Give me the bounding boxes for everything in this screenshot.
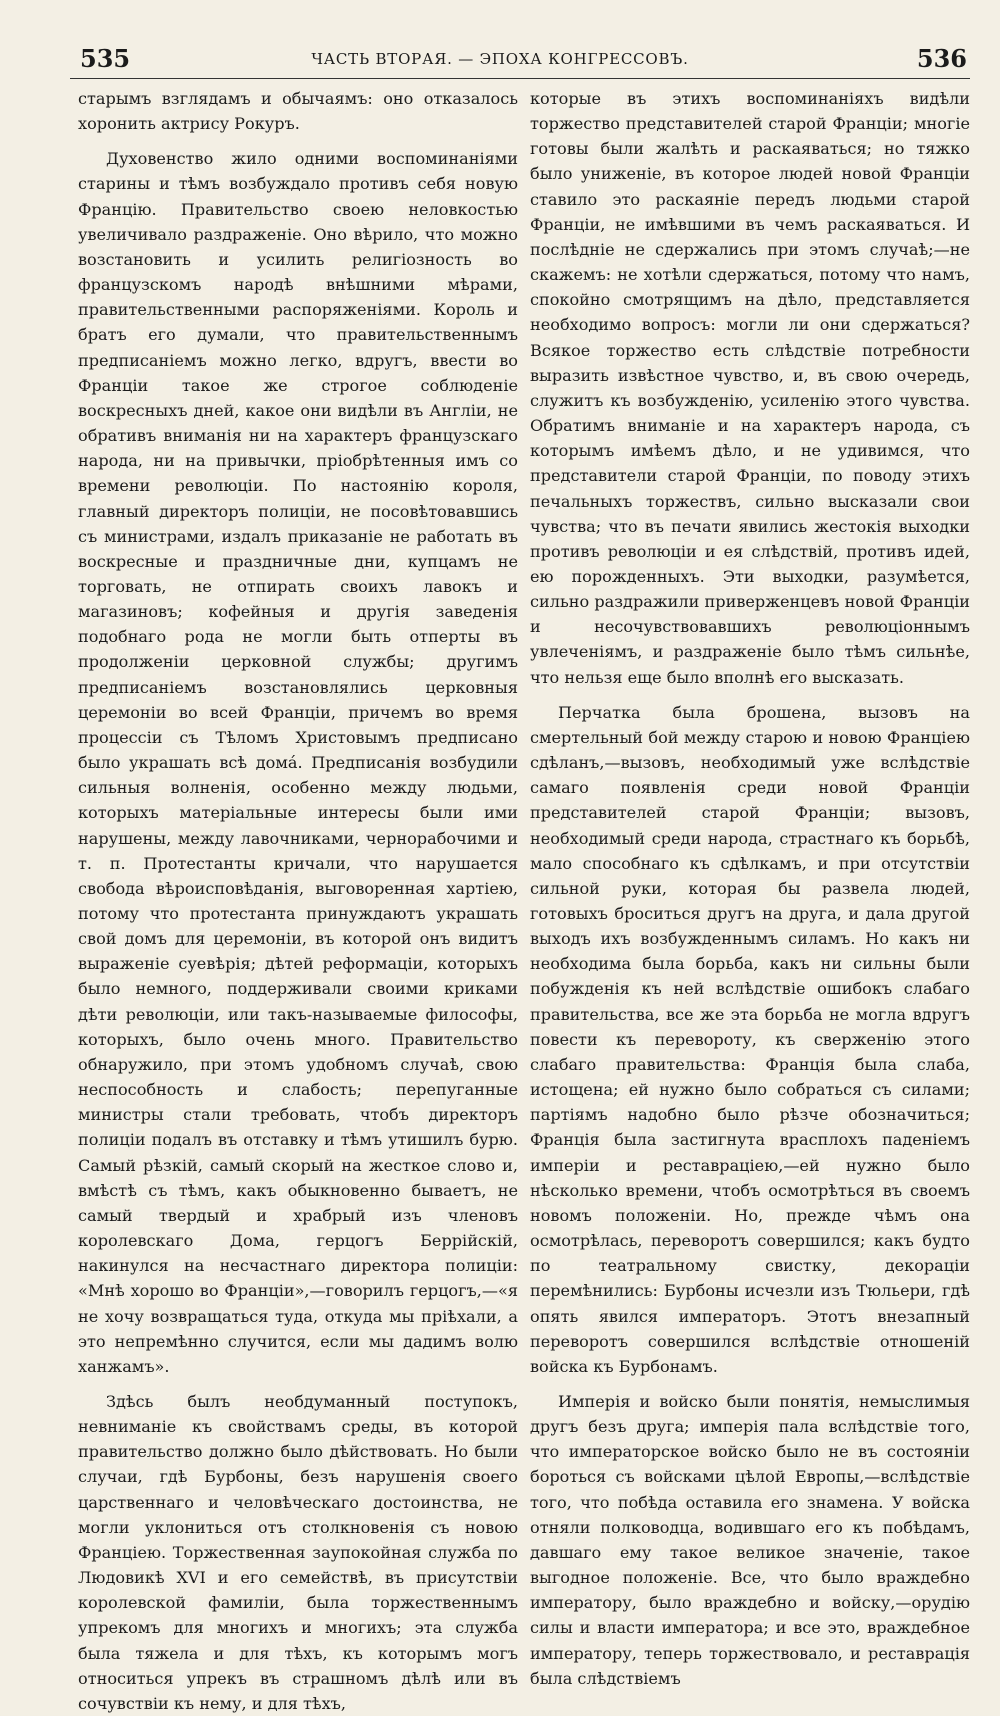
running-header [0, 40, 1000, 80]
paragraph: Здѣсь былъ необдуманный поступокъ, невниманіе къ свойствамъ среды, въ которой правительство должно было дѣйствовать. Но были случаи, гдѣ Бурбоны, безъ нарушенія своего царственнаго и человѣческаго достоинства, не могли уклониться отъ столкновенія съ новою Франціею. Торжественная заупокойная служба по Людовикѣ XVI и его семействѣ, въ присутствіи королевской фамиліи, была торжественнымъ упрекомъ для многихъ и многихъ; эта служба была тяжела и для тѣхъ, къ которымъ могъ относиться упрекъ въ страшномъ дѣлѣ или въ сочувствіи къ нему, и для тѣхъ, [78, 1391, 518, 1713]
header-rule [70, 78, 970, 79]
paragraph: Духовенство жило одними воспоминаніями старины и тѣмъ возбуждало противъ себя новую Францію. Правительство своею неловкостью увеличивало раздраженіе. Оно вѣрило, что можно возстановить и усилить религіозность во французскомъ народѣ внѣшними мѣрами, правительственными распоряженіями. Король и братъ его думали, что правительственнымъ предписаніемъ можно легко, вдругъ, ввести во Франціи такое же строгое соблюденіе воскресныхъ дней, какое они видѣли въ Англіи, не обративъ вниманія ни на характеръ французскаго народа, ни на привычки, пріобрѣтенныя имъ со времени революціи. По настоянію короля, главный директоръ полиціи, не посовѣтовавшись съ министрами, издалъ приказаніе не работать въ воскресные и праздничные дни, купцамъ не торговать, не отпирать своихъ лавокъ и магазиновъ; кофейныя и другія заведенія подобнаго рода не могли быть отперты въ продолженіи церковной службы; другимъ предписаніемъ возстановлялись церковныя церемоніи во всей Франціи, причемъ во время процессіи съ Тѣломъ Христовымъ предписано было украшать всѣ дома́. Предписанія возбудили сильныя волненія, особенно между людьми, которыхъ матеріальные интересы были ими нарушены, между лавочниками, чернорабочими и т. п. Протестанты кричали, что нарушается свобода вѣроисповѣданія, выговоренная хартіею, потому что протестанта принуждаютъ украшать свой домъ для церемоніи, въ которой онъ видитъ выраженіе суевѣрія; дѣтей реформаціи, которыхъ было немного, поддерживали своими криками дѣти революціи, или такъ-называемые философы, которыхъ, было очень много. Правительство обнаружило, при этомъ удобномъ случаѣ, свою неспособность и слабость; перепуганные министры стали требовать, чтобъ директоръ полиціи подалъ въ отставку и тѣмъ утишилъ бурю. Самый рѣзкій, самый скорый на жесткое слово и, вмѣстѣ съ тѣмъ, какъ обыкновенно бываетъ, не самый твердый и храбрый изъ членовъ королевскаго Дома, герцогъ Беррійскій, накинулся на несчастнаго директора полиціи: «Мнѣ хорошо во Франціи»,—говорилъ герцогъ,—«я не хочу возвращаться туда, откуда мы пріѣхали, а это непремѣнно случится, если мы дадимъ волю ханжамъ». [78, 149, 518, 1376]
paragraph: Имперія и войско были понятія, немыслимыя другъ безъ друга; имперія пала вслѣдствіе того, что императорское войско было не въ состояніи бороться съ войсками цѣлой Европы,—вслѣдствіе того, что побѣда оставила его знамена. У войска отняли полководца, водившаго его къ побѣдамъ, давшаго ему такое великое значеніе, такое выгодное положеніе. Все, что было враждебно императору, было враждебно и войску,—орудію силы и власти императора; и все это, враждебное императору, теперь торжествовало, и реставрація была слѣдствіемъ [530, 1391, 970, 1688]
paragraph: Перчатка была брошена, вызовъ на смертельный бой между старою и новою Франціею сдѣланъ,—вызовъ, необходимый уже вслѣдствіе самаго появленія среди новой Франціи представителей старой Франціи; вызовъ, необходимый среди народа, страстнаго къ борьбѣ, мало способнаго къ сдѣлкамъ, и при отсутствіи сильной руки, которая бы развела людей, готовыхъ броситься другъ на друга, и дала другой выходъ ихъ возбужденнымъ силамъ. Но какъ ни необходима была борьба, какъ ни сильны были побужденія къ ней вслѣдствіе ошибокъ слабаго правительства, все же эта борьба не могла вдругъ повести къ перевороту, къ сверженію этого слабаго правительства: Франція была слаба, истощена; ей нужно было собраться съ силами; партіямъ надобно было рѣзче обозначиться; Франція была застигнута врасплохъ паденіемъ имперіи и реставраціею,—ей нужно было нѣсколько времени, чтобъ осмотрѣться въ своемъ новомъ положеніи. Но, прежде чѣмъ она осмотрѣлась, переворотъ совершился; какъ будто по театральному свистку, декораціи перемѣнились: Бурбоны исчезли изъ Тюльери, гдѣ опять явился императоръ. Этотъ внезапный переворотъ совершился вслѣдствіе отношеній войска къ Бурбонамъ. [530, 702, 970, 1376]
right-column [530, 86, 970, 1688]
right-page-number: 536 [916, 44, 967, 73]
paragraph: старымъ взглядамъ и обычаямъ: оно отказалось хоронить актрису Рокуръ. [78, 89, 518, 134]
running-title: ЧАСТЬ ВТОРАЯ. — ЭПОХА КОНГРЕССОВЪ. [311, 50, 689, 68]
left-column [78, 86, 518, 1713]
paragraph: которые въ этихъ воспоминаніяхъ видѣли торжество представителей старой Франціи; многіе готовы были жалѣть и раскаяваться; но тяжко было униженіе, въ которое людей новой Франціи ставило это раскаяніе передъ людьми старой Франціи, не имѣвшими въ чемъ раскаяваться. И послѣдніе не сдержались при этомъ случаѣ;—не скажемъ: не хотѣли сдержаться, потому что намъ, спокойно смотрящимъ на дѣло, представляется необходимо вопросъ: могли ли они сдержаться? Всякое торжество есть слѣдствіе потребности выразить извѣстное чувство, и, въ свою очередь, служитъ къ возбужденію, усиленію этого чувства. Обратимъ вниманіе и на характеръ народа, съ которымъ имѣемъ дѣло, и не удивимся, что представители старой Франціи, по поводу этихъ печальныхъ торжествъ, сильно высказали свои чувства; что въ печати явились жестокія выходки противъ революціи и ея слѣдствій, противъ идей, ею порожденныхъ. Эти выходки, разумѣется, сильно раздражили приверженцевъ новой Франціи и несочувствовавшихъ революціоннымъ увлеченіямъ, и раздраженіе было тѣмъ сильнѣе, что нельзя еще было вполнѣ его высказать. [530, 89, 970, 687]
left-page-number: 535 [80, 44, 131, 73]
